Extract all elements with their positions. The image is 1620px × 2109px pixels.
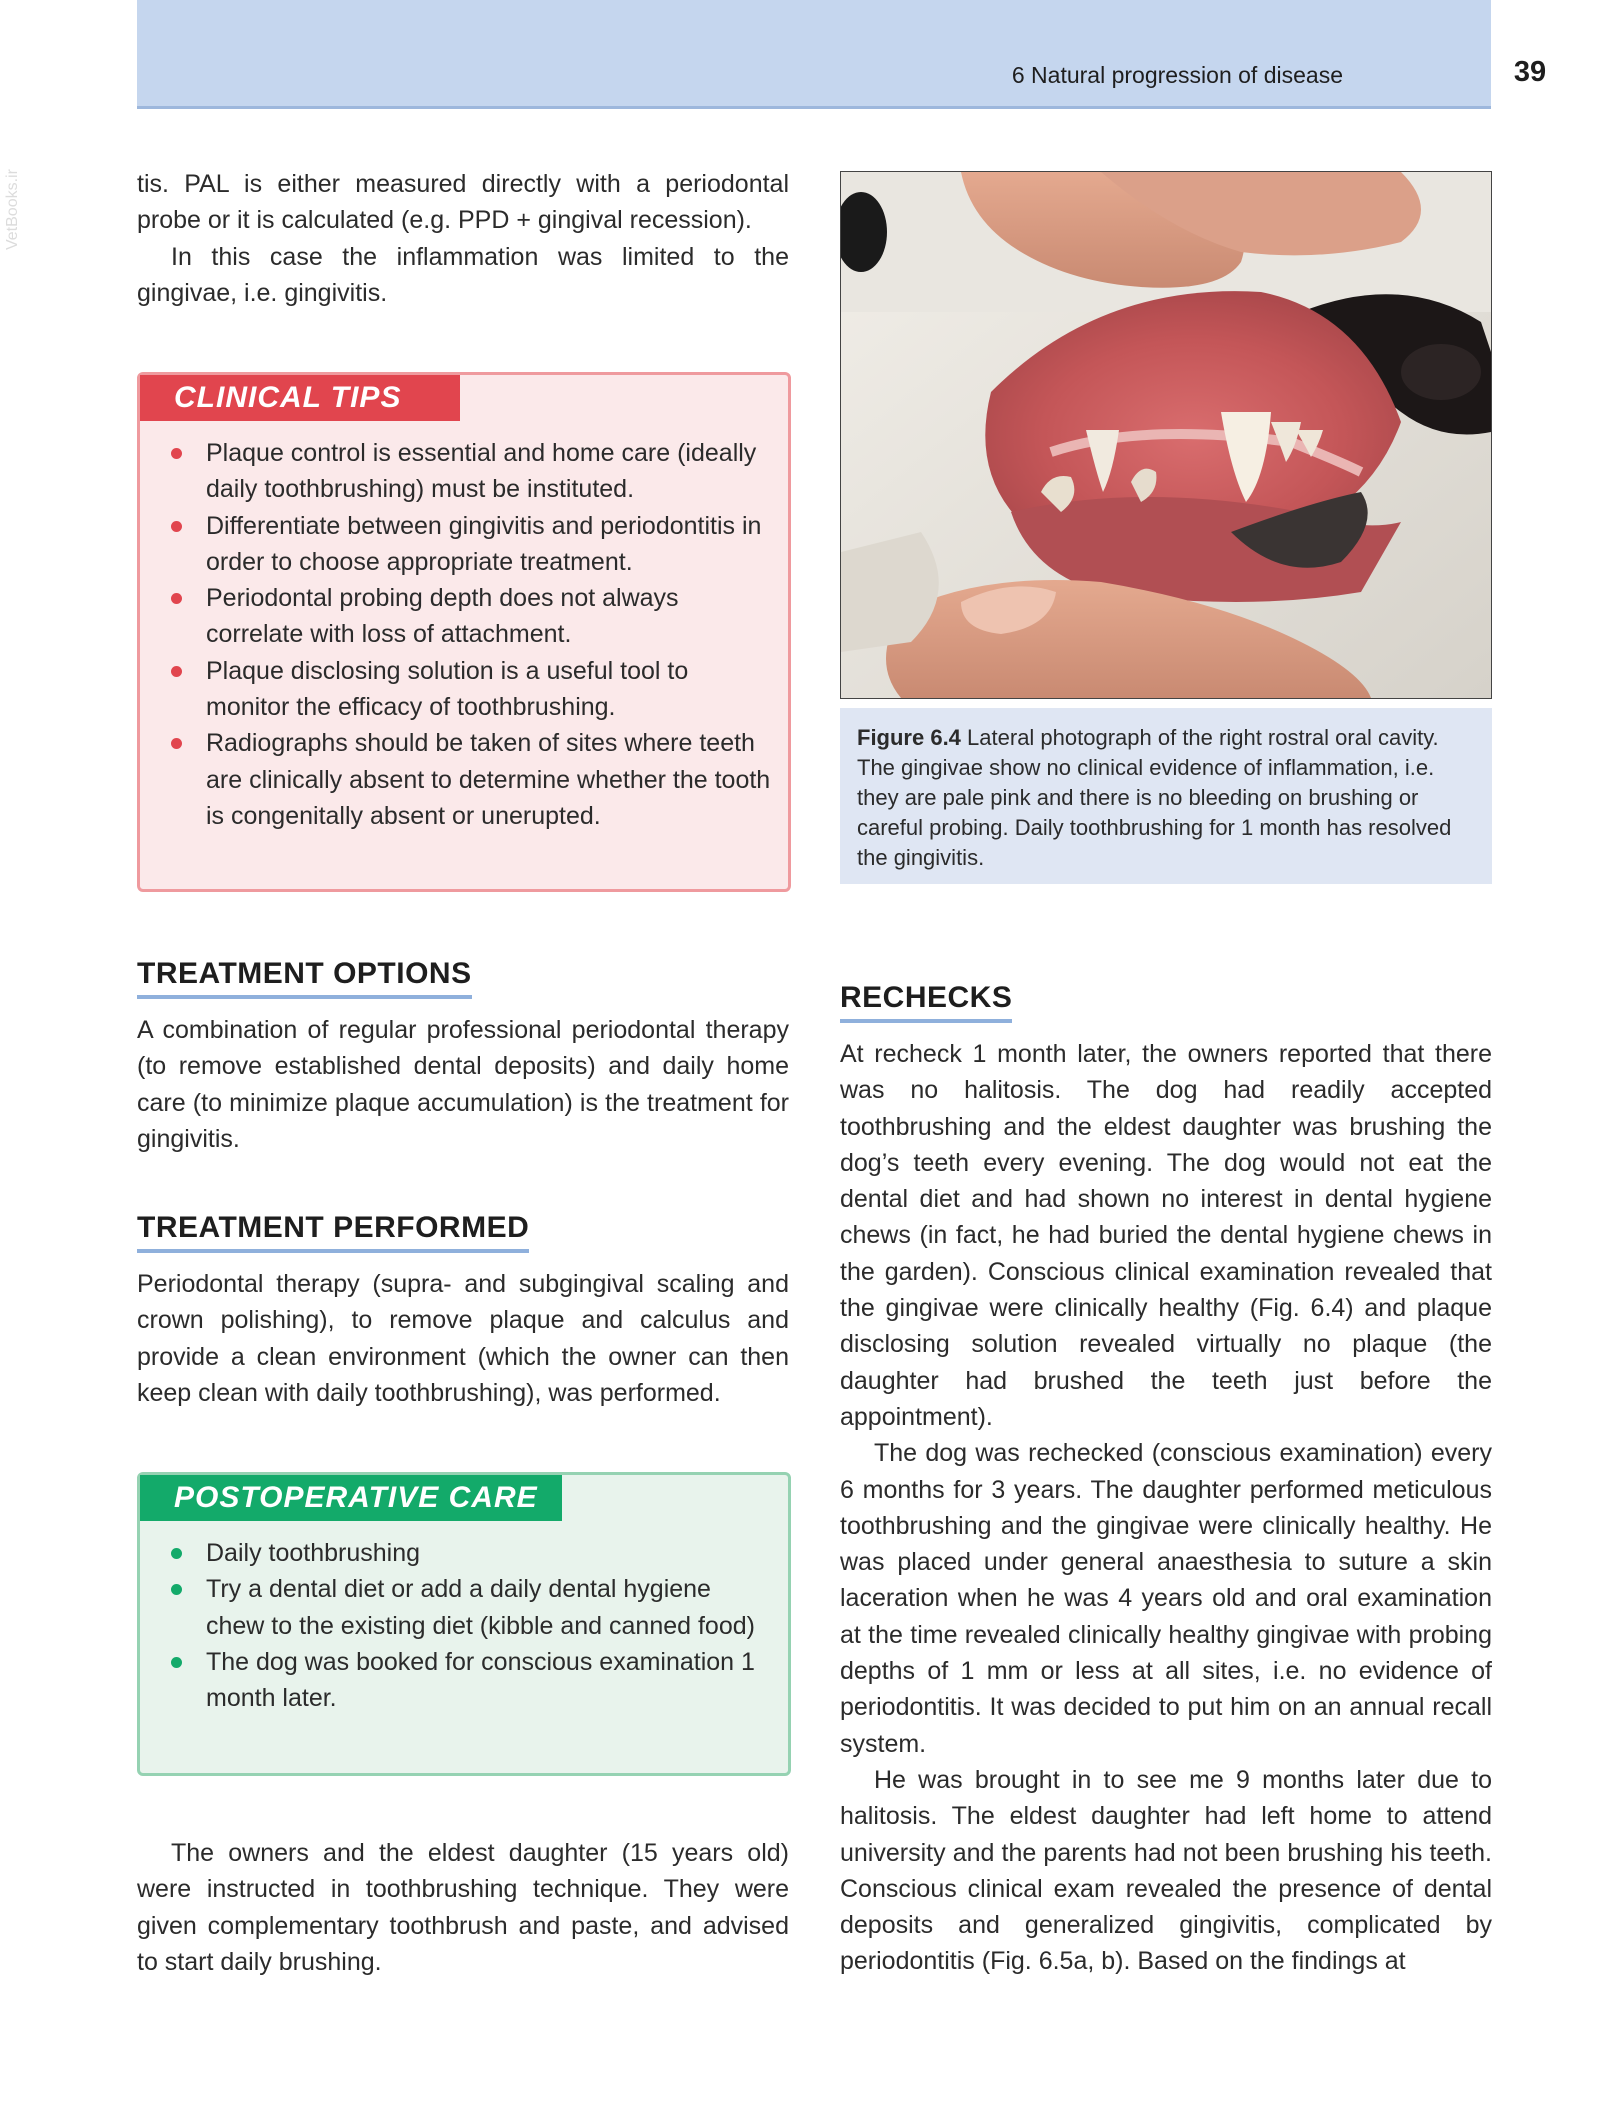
list-item: Plaque disclosing solution is a useful tool to monitor the efficacy of toothbrushing.	[170, 653, 776, 726]
list-item: The dog was booked for conscious examination 1 month later.	[170, 1644, 776, 1717]
figure-photo	[840, 171, 1492, 699]
bullet-icon	[171, 521, 182, 532]
list-item: Try a dental diet or add a daily dental hygiene chew to the existing diet (kibble and canned food)	[170, 1571, 776, 1644]
intro-paragraph-2: In this case the inflammation was limited to the gingivae, i.e. gingivitis.	[137, 242, 789, 307]
treatment-performed-heading: TREATMENT PERFORMED	[137, 1211, 529, 1253]
rechecks-paragraph-1: At recheck 1 month later, the owners reported that there was no halitosis. The dog had readily accepted toothbrushing and the eldest daughter was brushing the dog’s teeth every evening. The dog would not eat the dental diet and had shown no interest in dental hygiene chews (in fact, he had buried the dental hygiene chews in the garden). Conscious clinical examination revealed that the gingivae were clinically healthy (Fig. 6.4) and plaque disclosing solution revealed virtually no plaque (the daughter had brushed the teeth just before the appointment).	[840, 1040, 1492, 1431]
treatment-performed-body	[137, 1266, 789, 1411]
clinical-tips-box	[137, 372, 791, 892]
rechecks-paragraph-3: He was brought in to see me 9 months later due to halitosis. The eldest daughter had left home to attend university and the parents had not been brushing his teeth. Conscious clinical exam revealed the presence of dental deposits and generalized gingivitis, complicated by periodontitis (Fig. 6.5a, b). Based on the findings at	[840, 1765, 1492, 1976]
rechecks-heading: RECHECKS	[840, 981, 1012, 1023]
treatment-options-text: A combination of regular professional periodontal therapy (to remove established dental deposits) and daily home care (to minimize plaque accumulation) is the treatment for gingivitis.	[137, 1016, 789, 1153]
postoperative-care-title: POSTOPERATIVE CARE	[140, 1475, 562, 1521]
list-item: Daily toothbrushing	[170, 1535, 776, 1571]
page-header	[137, 0, 1491, 109]
bullet-icon	[171, 666, 182, 677]
bullet-icon	[171, 1657, 182, 1668]
figure-label: Figure 6.4	[857, 725, 961, 750]
bullet-icon	[171, 738, 182, 749]
list-item: Differentiate between gingivitis and periodontitis in order to choose appropriate treatment.	[170, 508, 776, 581]
owners-instruction	[137, 1835, 789, 1980]
clinical-tips-title: CLINICAL TIPS	[140, 375, 460, 421]
treatment-options-heading: TREATMENT OPTIONS	[137, 957, 472, 999]
bullet-icon	[171, 448, 182, 459]
dog-mouth-photo	[841, 172, 1491, 698]
bullet-icon	[171, 1548, 182, 1559]
postoperative-care-box	[137, 1472, 791, 1776]
list-item: Radiographs should be taken of sites where teeth are clinically absent to determine whether the tooth is congenitally absent or unerupted.	[170, 725, 776, 834]
postoperative-care-list	[170, 1535, 776, 1716]
intro-text	[137, 166, 789, 311]
list-item: Plaque control is essential and home care (ideally daily toothbrushing) must be instituted.	[170, 435, 776, 508]
watermark: VetBooks.ir	[4, 169, 21, 250]
intro-paragraph-1: tis. PAL is either measured directly with a periodontal probe or it is calculated (e.g. PPD + gingival recession).	[137, 170, 789, 235]
rechecks-paragraph-2: The dog was rechecked (conscious examination) every 6 months for 3 years. The daughter performed meticulous toothbrushing and the gingivae were clinically healthy. He was placed under general anaesthesia to suture a skin laceration when he was 4 years old and oral examination at the time revealed clinically healthy gingivae with probing depths of 1 mm or less at all sites, i.e. no evidence of periodontitis. It was decided to put him on an annual recall system.	[840, 1439, 1492, 1758]
figure-caption-text: Lateral photograph of the right rostral oral cavity. The gingivae show no clinical evidence of inflammation, i.e. they are pale pink and there is no bleeding on brushing or careful probing. Daily toothbrushing for 1 month has resolved the gingivitis.	[857, 725, 1452, 870]
rechecks-body	[840, 1036, 1492, 1980]
bullet-icon	[171, 1584, 182, 1595]
owners-paragraph: The owners and the eldest daughter (15 years old) were instructed in toothbrushing technique. They were given complementary toothbrush and paste, and advised to start daily brushing.	[137, 1839, 789, 1976]
chapter-title: 6 Natural progression of disease	[1011, 62, 1343, 88]
bullet-icon	[171, 593, 182, 604]
treatment-options-body	[137, 1012, 789, 1157]
figure-caption	[840, 708, 1492, 884]
list-item: Periodontal probing depth does not always correlate with loss of attachment.	[170, 580, 776, 653]
page-number: 39	[1513, 56, 1547, 88]
treatment-performed-text: Periodontal therapy (supra- and subgingival scaling and crown polishing), to remove plaque and calculus and provide a clean environment (which the owner can then keep clean with daily toothbrushing), was performed.	[137, 1270, 789, 1407]
clinical-tips-list	[170, 435, 776, 834]
